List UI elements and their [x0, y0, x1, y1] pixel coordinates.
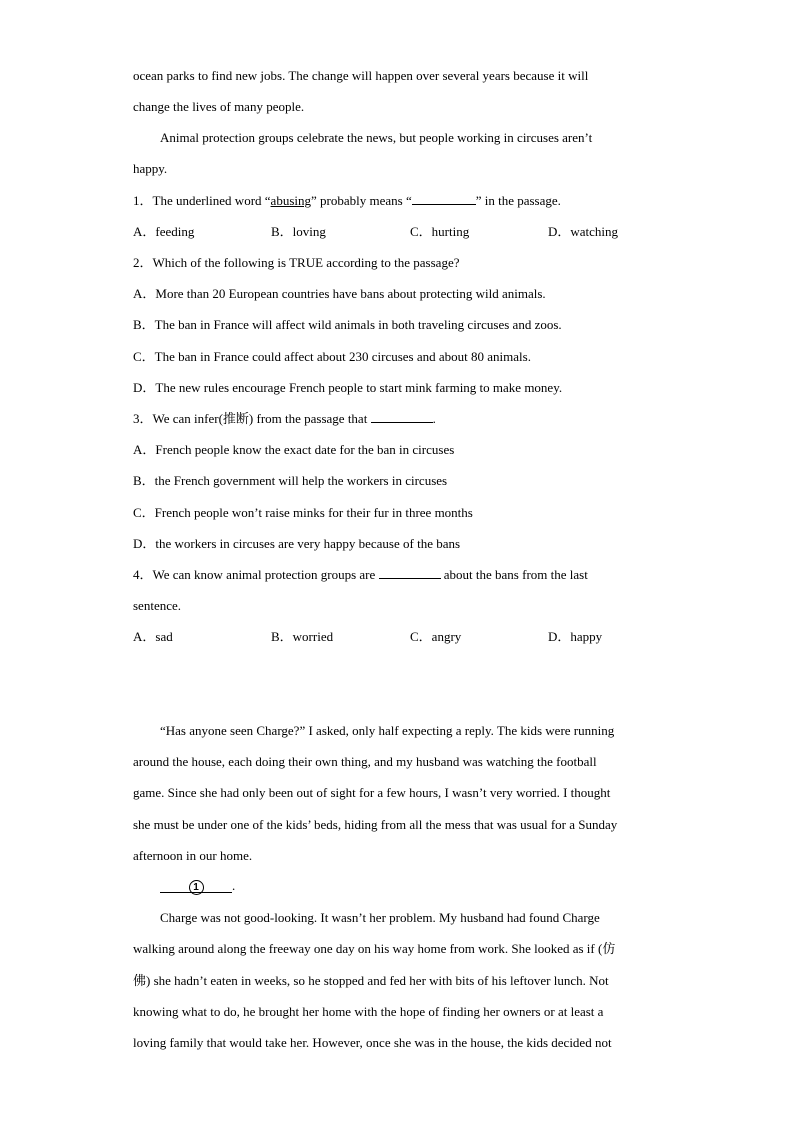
option-letter: B． [133, 473, 155, 488]
passage-line: knowing what to do, he brought her home with the hope of finding her owners or at least a [133, 1004, 604, 1019]
option-text: More than 20 European countries have bans about protecting wild animals. [155, 286, 546, 301]
passage-line: walking around along the freeway one day on his way home from work. She looked as if (仿 [133, 941, 616, 956]
option-text: feeding [155, 224, 195, 239]
passage-line: happy. [133, 161, 168, 176]
option-d[interactable] [133, 535, 460, 553]
option-d[interactable] [133, 379, 562, 397]
option-a[interactable] [133, 441, 454, 459]
option-b[interactable] [133, 472, 447, 490]
option-text: happy [570, 629, 603, 644]
option-text: worried [292, 629, 334, 644]
option-letter: D． [548, 224, 571, 239]
question-3-suffix: . [432, 411, 436, 426]
option-c[interactable] [410, 628, 461, 646]
option-a[interactable] [133, 285, 546, 303]
option-letter: D． [548, 629, 571, 644]
passage-line: around the house, each doing their own thing, and my husband was watching the football [133, 754, 597, 769]
option-a[interactable] [133, 628, 173, 646]
passage-line: Animal protection groups celebrate the news, but people working in circuses aren’t [160, 130, 593, 145]
passage-line: change the lives of many people. [133, 99, 305, 114]
option-letter: B． [271, 629, 293, 644]
option-letter: D． [133, 536, 156, 551]
passage-line: 佛) she hadn’t eaten in weeks, so he stopped and fed her with bits of his leftover lunch. Not [133, 973, 609, 988]
option-letter: C． [133, 505, 155, 520]
option-letter: A． [133, 286, 156, 301]
option-text: watching [570, 224, 619, 239]
option-letter: C． [133, 349, 155, 364]
blank-number-badge: 1 [189, 880, 204, 895]
option-c[interactable] [410, 223, 469, 241]
option-letter: B． [133, 317, 155, 332]
option-a[interactable] [133, 223, 194, 241]
option-text: French people won’t raise minks for their fur in three months [154, 505, 473, 520]
answer-blank[interactable] [412, 192, 476, 205]
option-text: loving [292, 224, 326, 239]
option-letter: A． [133, 629, 156, 644]
blank-suffix: . [232, 878, 236, 893]
passage-line: Charge was not good-looking. It wasn’t her problem. My husband had found Charge [160, 910, 600, 925]
option-letter: A． [133, 224, 156, 239]
passage-line: “Has anyone seen Charge?” I asked, only half expecting a reply. The kids were running [160, 723, 615, 738]
answer-blank[interactable] [379, 566, 441, 579]
option-text: The ban in France could affect about 230 circuses and about 80 animals. [154, 349, 531, 364]
question-4-prefix: 4．We can know animal protection groups are [133, 567, 379, 582]
option-c[interactable] [133, 504, 473, 522]
answer-blank[interactable] [371, 410, 433, 423]
passage-line: loving family that would take her. However, once she was in the house, the kids decided not [133, 1035, 612, 1050]
option-text: French people know the exact date for the ban in circuses [155, 442, 455, 457]
option-letter: A． [133, 442, 156, 457]
passage-line: she must be under one of the kids’ beds, hiding from all the mess that was usual for a Sunday [133, 817, 618, 832]
option-text: the workers in circuses are very happy because of the bans [155, 536, 461, 551]
numbered-blank-line [160, 877, 235, 895]
option-c[interactable] [133, 348, 531, 366]
option-text: The new rules encourage French people to start mink farming to make money. [155, 380, 563, 395]
option-text: the French government will help the workers in circuses [154, 473, 448, 488]
question-1-middle: ” probably means “ [311, 193, 412, 208]
question-1-suffix: ” in the passage. [475, 193, 561, 208]
question-4-suffix: about the bans from the last [440, 567, 588, 582]
option-d[interactable] [548, 628, 602, 646]
option-b[interactable] [271, 628, 333, 646]
option-letter: C． [410, 224, 432, 239]
underlined-word: abusing [270, 193, 311, 208]
passage-line: ocean parks to find new jobs. The change will happen over several years because it will [133, 68, 589, 83]
question-4-stem [133, 566, 588, 584]
answer-blank[interactable] [160, 877, 232, 893]
question-1-stem [133, 192, 561, 210]
question-2-stem: 2．Which of the following is TRUE according to the passage? [133, 255, 460, 270]
question-3-stem [133, 410, 436, 428]
question-4-stem-line2: sentence. [133, 598, 182, 613]
option-text: angry [431, 629, 462, 644]
option-letter: C． [410, 629, 432, 644]
question-3-prefix: 3．We can infer(推断) from the passage that [133, 411, 371, 426]
question-1-prefix: 1．The underlined word “ [133, 193, 271, 208]
option-text: sad [155, 629, 173, 644]
option-letter: B． [271, 224, 293, 239]
option-text: hurting [431, 224, 470, 239]
option-b[interactable] [133, 316, 562, 334]
option-b[interactable] [271, 223, 326, 241]
option-d[interactable] [548, 223, 618, 241]
option-letter: D． [133, 380, 156, 395]
option-text: The ban in France will affect wild animals in both traveling circuses and zoos. [154, 317, 562, 332]
passage-line: game. Since she had only been out of sight for a few hours, I wasn’t very worried. I thought [133, 785, 611, 800]
passage-line: afternoon in our home. [133, 848, 253, 863]
